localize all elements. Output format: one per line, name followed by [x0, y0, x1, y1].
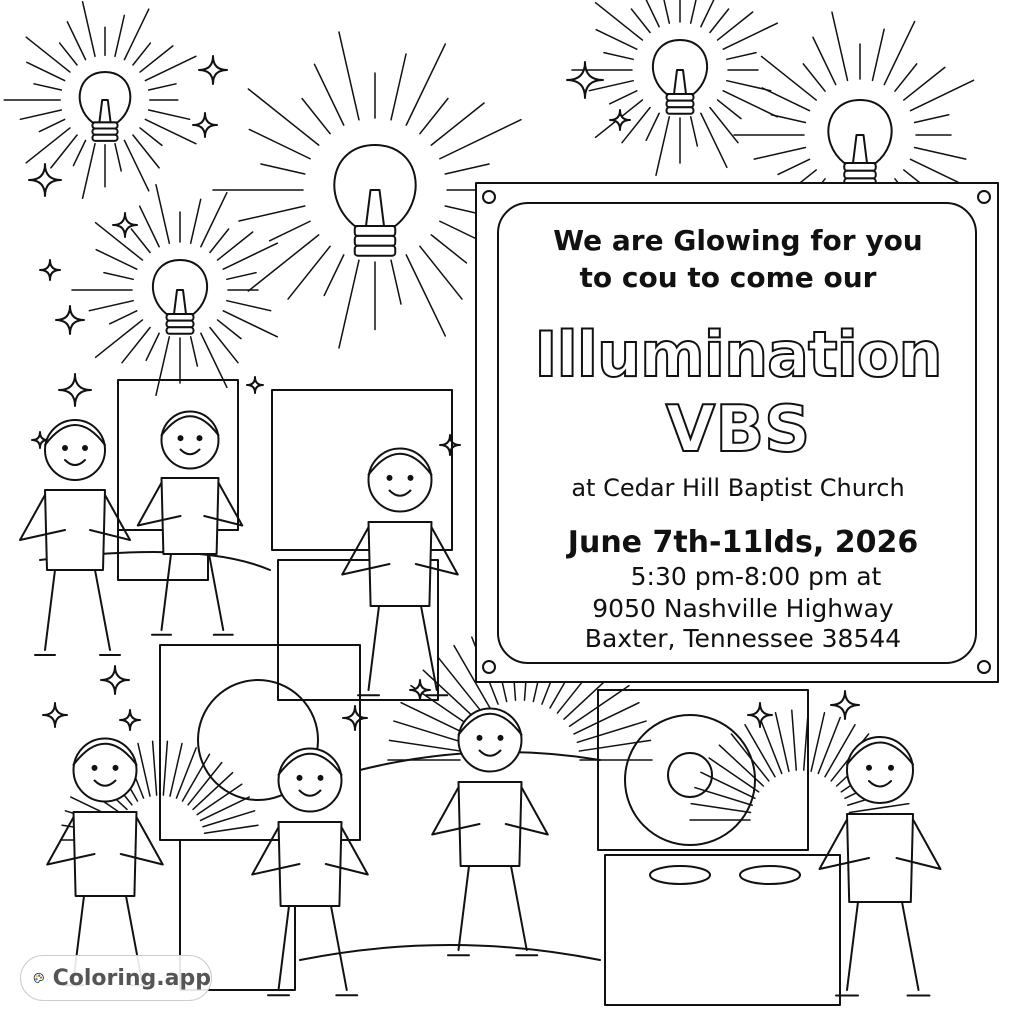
ray: [249, 129, 310, 158]
sparkle-star-icon: [343, 706, 367, 730]
sparkle-star-icon: [43, 703, 67, 727]
ray: [223, 311, 277, 337]
ray: [96, 223, 143, 260]
ray: [589, 81, 633, 91]
ray: [431, 235, 466, 263]
ray: [339, 260, 359, 348]
ray: [201, 797, 250, 820]
sign-line-1: We are Glowing for you: [553, 224, 923, 257]
ray: [83, 2, 95, 57]
child-figure: [432, 709, 548, 956]
ray: [339, 32, 359, 120]
event-title: Illumination: [534, 318, 942, 391]
ray: [96, 320, 143, 357]
ray: [149, 110, 190, 119]
child-figure: [20, 420, 130, 655]
ray: [445, 164, 489, 174]
ray: [915, 115, 949, 123]
sparkle-star-icon: [199, 56, 227, 84]
ray: [131, 229, 150, 252]
ray: [60, 43, 77, 65]
ray: [261, 164, 305, 174]
ray: [324, 255, 344, 296]
ray: [204, 825, 257, 833]
ray: [191, 199, 201, 243]
ray: [754, 147, 805, 159]
ray: [596, 3, 643, 40]
lightbulb-icon: [334, 145, 415, 256]
sparkle-star-icon: [59, 374, 91, 406]
child-figure: [820, 737, 941, 996]
sparkle-star-icon: [748, 703, 772, 727]
ray: [146, 333, 159, 360]
ray: [832, 12, 848, 80]
sparkle-star-icon: [101, 666, 129, 694]
ray: [577, 721, 646, 742]
ray: [762, 88, 809, 111]
ray: [89, 301, 133, 311]
ray: [34, 84, 61, 90]
ray: [218, 320, 241, 339]
ray: [727, 53, 756, 60]
event-subtitle: VBS: [665, 393, 811, 467]
ray: [140, 128, 162, 145]
ray: [39, 119, 64, 131]
sparkle-star-icon: [567, 62, 603, 98]
lightbulb-icon: [153, 260, 207, 334]
ray: [792, 710, 796, 770]
ray: [401, 703, 466, 734]
ray: [440, 120, 521, 159]
child-figure: [138, 412, 243, 635]
ray: [156, 337, 169, 395]
ray: [701, 113, 727, 167]
ray: [406, 44, 445, 125]
ray: [406, 255, 445, 336]
ray: [695, 788, 752, 806]
lightbulb-icon: [828, 100, 891, 186]
ray: [26, 128, 70, 163]
ray: [149, 84, 176, 90]
event-dates: June 7th-11lds, 2026: [567, 525, 919, 560]
sparkle-star-icon: [120, 710, 140, 730]
ray: [83, 144, 95, 199]
ray: [813, 37, 836, 84]
ray: [579, 740, 650, 751]
ray: [596, 30, 637, 50]
ray: [302, 99, 330, 134]
ray: [104, 273, 133, 280]
lightbulb-icon: [80, 72, 131, 141]
ray: [761, 56, 816, 100]
ray: [849, 804, 908, 813]
ray: [203, 811, 255, 827]
ray: [191, 337, 198, 366]
sparkle-star-icon: [113, 213, 137, 237]
ray: [145, 56, 195, 80]
ray: [223, 243, 277, 269]
ray: [723, 91, 777, 117]
ray: [701, 0, 727, 27]
watermark-label: Coloring.app: [52, 965, 211, 991]
ray: [145, 119, 195, 143]
ray: [124, 9, 148, 59]
sign-line-2: to cou to come our: [579, 261, 877, 294]
sparkle-star-icon: [193, 113, 217, 137]
ray: [420, 99, 448, 134]
ray: [574, 703, 639, 734]
ray: [248, 89, 318, 145]
sparkle-star-icon: [40, 260, 60, 280]
ray: [915, 147, 966, 159]
sparkle-star-icon: [440, 435, 460, 455]
ray: [115, 144, 121, 171]
ray: [691, 0, 701, 23]
ray: [691, 804, 750, 813]
lightbulb-icon: [653, 40, 707, 114]
ray: [270, 221, 311, 241]
palette-icon: [33, 963, 45, 993]
event-city: Baxter, Tennessee 38544: [584, 624, 902, 653]
ray: [27, 62, 65, 80]
ray: [884, 21, 914, 84]
ray: [210, 229, 229, 252]
ray: [115, 15, 124, 56]
sparkle-star-icon: [56, 306, 84, 334]
ray: [723, 23, 777, 49]
ray: [163, 741, 167, 795]
ray: [124, 140, 148, 190]
ray: [20, 110, 61, 119]
ray: [67, 22, 85, 60]
event-time: 5:30 pm-8:00 pm at: [630, 562, 882, 591]
ray: [133, 43, 150, 65]
ray: [394, 721, 463, 742]
ray: [153, 741, 157, 795]
ray: [646, 113, 659, 140]
ray: [803, 64, 825, 91]
ray: [910, 80, 973, 110]
ray: [26, 37, 70, 72]
ray: [656, 117, 669, 175]
ray: [110, 311, 137, 324]
ray: [239, 206, 305, 221]
ray: [73, 140, 85, 165]
ray: [391, 260, 401, 304]
ray: [691, 117, 698, 146]
ray: [227, 301, 271, 311]
event-address: 9050 Nashville Highway: [592, 594, 894, 623]
ray: [718, 100, 741, 119]
ray: [156, 185, 169, 243]
ray: [391, 54, 406, 120]
ray: [895, 64, 917, 91]
ray: [631, 9, 650, 32]
watermark-badge[interactable]: [20, 955, 212, 1001]
sparkle-star-icon: [247, 377, 263, 393]
ray: [727, 81, 771, 91]
ray: [778, 159, 810, 174]
venue-text: at Cedar Hill Baptist Church: [571, 474, 905, 502]
ray: [314, 64, 343, 125]
ray: [201, 193, 227, 247]
ray: [248, 235, 318, 291]
ray: [710, 9, 729, 32]
sparkle-star-icon: [831, 691, 859, 719]
ray: [140, 206, 160, 247]
screen-3: [160, 645, 360, 840]
pedestal-4: [605, 855, 840, 1005]
ray: [872, 29, 884, 80]
sparkle-star-icon: [29, 164, 61, 196]
ray: [610, 91, 637, 104]
ray: [656, 0, 669, 23]
ray: [227, 273, 256, 280]
ray: [389, 740, 460, 751]
ray: [96, 250, 137, 270]
screen-4-portrait: [625, 715, 755, 845]
ray: [604, 53, 633, 60]
